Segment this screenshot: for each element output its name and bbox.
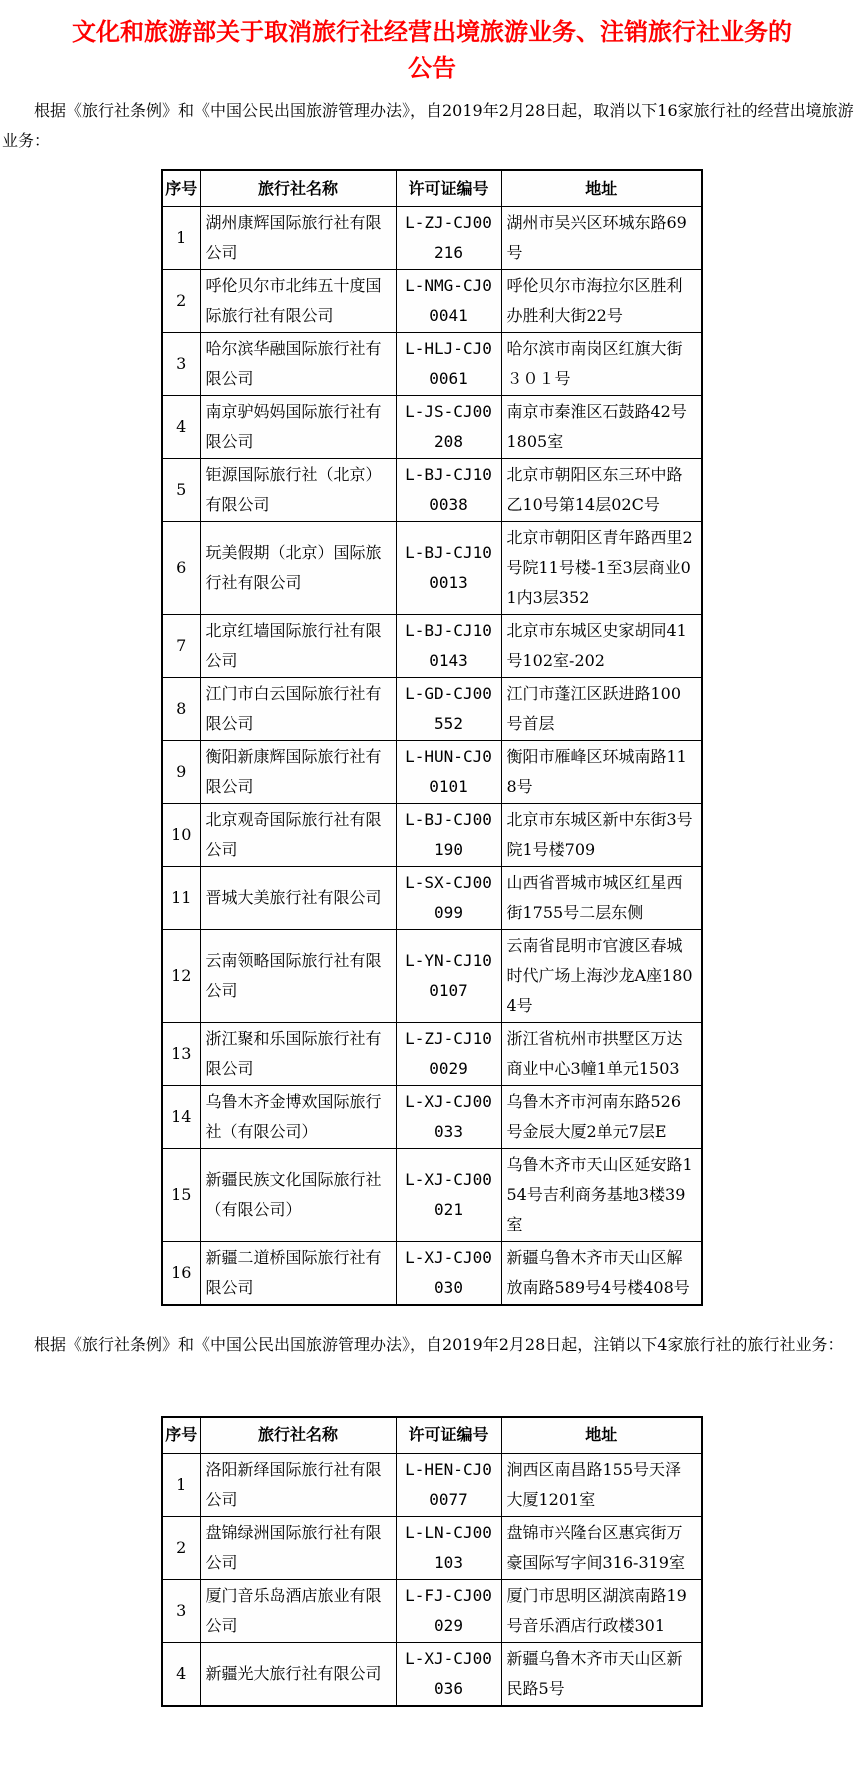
cell-address: 新疆乌鲁木齐市天山区新民路5号 xyxy=(501,1642,702,1706)
cell-agency-name: 新疆民族文化国际旅行社（有限公司） xyxy=(200,1149,396,1242)
column-header: 序号 xyxy=(162,1417,200,1454)
table-row xyxy=(162,522,702,615)
table-row xyxy=(162,1516,702,1579)
table-row xyxy=(162,867,702,930)
cell-agency-name: 新疆光大旅行社有限公司 xyxy=(200,1642,396,1706)
table-row xyxy=(162,615,702,678)
cell-license-no: L-FJ-CJ00029 xyxy=(396,1579,501,1642)
cell-index: 3 xyxy=(162,1579,200,1642)
column-header: 许可证编号 xyxy=(396,1417,501,1454)
cancel-table-header xyxy=(162,170,702,207)
cell-agency-name: 晋城大美旅行社有限公司 xyxy=(200,867,396,930)
cell-agency-name: 江门市白云国际旅行社有限公司 xyxy=(200,678,396,741)
cell-index: 7 xyxy=(162,615,200,678)
column-header: 许可证编号 xyxy=(396,170,501,207)
cell-address: 涧西区南昌路155号天泽大厦1201室 xyxy=(501,1453,702,1516)
cell-address: 江门市蓬江区跃进路100号首层 xyxy=(501,678,702,741)
cell-index: 5 xyxy=(162,459,200,522)
cell-address: 湖州市吴兴区环城东路69号 xyxy=(501,207,702,270)
cell-address: 北京市东城区新中东街3号院1号楼709 xyxy=(501,804,702,867)
cell-agency-name: 玩美假期（北京）国际旅行社有限公司 xyxy=(200,522,396,615)
cell-index: 11 xyxy=(162,867,200,930)
column-header: 序号 xyxy=(162,170,200,207)
cell-address: 乌鲁木齐市天山区延安路154号吉利商务基地3楼39室 xyxy=(501,1149,702,1242)
cell-license-no: L-XJ-CJ00030 xyxy=(396,1242,501,1306)
table-row xyxy=(162,1642,702,1706)
cell-agency-name: 盘锦绿洲国际旅行社有限公司 xyxy=(200,1516,396,1579)
cancel-table-body xyxy=(162,207,702,1306)
cell-index: 1 xyxy=(162,1453,200,1516)
cell-agency-name: 北京观奇国际旅行社有限公司 xyxy=(200,804,396,867)
cell-license-no: L-BJ-CJ00190 xyxy=(396,804,501,867)
cell-license-no: L-HEN-CJ00077 xyxy=(396,1453,501,1516)
cell-address: 山西省晋城市城区红星西街1755号二层东侧 xyxy=(501,867,702,930)
cell-index: 9 xyxy=(162,741,200,804)
cell-address: 衡阳市雁峰区环城南路118号 xyxy=(501,741,702,804)
cell-license-no: L-HLJ-CJ00061 xyxy=(396,333,501,396)
cell-index: 13 xyxy=(162,1023,200,1086)
cell-index: 8 xyxy=(162,678,200,741)
column-header: 地址 xyxy=(501,170,702,207)
cell-index: 1 xyxy=(162,207,200,270)
cell-index: 16 xyxy=(162,1242,200,1306)
cell-index: 3 xyxy=(162,333,200,396)
table-row xyxy=(162,1023,702,1086)
cell-license-no: L-YN-CJ100107 xyxy=(396,930,501,1023)
cell-address: 浙江省杭州市拱墅区万达商业中心3幢1单元1503 xyxy=(501,1023,702,1086)
cell-agency-name: 乌鲁木齐金博欢国际旅行社（有限公司） xyxy=(200,1086,396,1149)
table-row xyxy=(162,396,702,459)
column-header: 旅行社名称 xyxy=(200,170,396,207)
table-row xyxy=(162,333,702,396)
cell-agency-name: 厦门音乐岛酒店旅业有限公司 xyxy=(200,1579,396,1642)
cell-index: 4 xyxy=(162,396,200,459)
cell-address: 北京市朝阳区青年路西里2号院11号楼-1至3层商业01内3层352 xyxy=(501,522,702,615)
cell-index: 4 xyxy=(162,1642,200,1706)
table-row xyxy=(162,1453,702,1516)
header-row xyxy=(162,1417,702,1454)
cell-license-no: L-BJ-CJ100038 xyxy=(396,459,501,522)
cell-address: 新疆乌鲁木齐市天山区解放南路589号4号楼408号 xyxy=(501,1242,702,1306)
cell-license-no: L-ZJ-CJ100029 xyxy=(396,1023,501,1086)
cell-license-no: L-GD-CJ00552 xyxy=(396,678,501,741)
cell-agency-name: 新疆二道桥国际旅行社有限公司 xyxy=(200,1242,396,1306)
cell-agency-name: 北京红墙国际旅行社有限公司 xyxy=(200,615,396,678)
cell-address: 北京市东城区史家胡同41号102室-202 xyxy=(501,615,702,678)
cell-agency-name: 云南领略国际旅行社有限公司 xyxy=(200,930,396,1023)
deregister-table-header xyxy=(162,1417,702,1454)
table-row xyxy=(162,930,702,1023)
cell-license-no: L-NMG-CJ00041 xyxy=(396,270,501,333)
cell-index: 2 xyxy=(162,1516,200,1579)
table-row xyxy=(162,1579,702,1642)
deregister-table-body xyxy=(162,1453,702,1706)
cell-license-no: L-SX-CJ00099 xyxy=(396,867,501,930)
cell-index: 2 xyxy=(162,270,200,333)
cell-address: 盘锦市兴隆台区惠宾街万豪国际写字间316-319室 xyxy=(501,1516,702,1579)
page-title: 文化和旅游部关于取消旅行社经营出境旅游业务、注销旅行社业务的公告 xyxy=(72,18,792,82)
cell-license-no: L-HUN-CJ00101 xyxy=(396,741,501,804)
cell-agency-name: 洛阳新绎国际旅行社有限公司 xyxy=(200,1453,396,1516)
table-row xyxy=(162,678,702,741)
deregister-intro-paragraph: 根据《旅行社条例》和《中国公民出国旅游管理办法》，自2019年2月28日起，注销以下4家旅行社的旅行社业务： xyxy=(34,1335,844,1355)
cell-index: 6 xyxy=(162,522,200,615)
column-header: 地址 xyxy=(501,1417,702,1454)
cancel-table xyxy=(161,169,703,1306)
cell-license-no: L-JS-CJ00208 xyxy=(396,396,501,459)
cell-agency-name: 南京驴妈妈国际旅行社有限公司 xyxy=(200,396,396,459)
cell-index: 15 xyxy=(162,1149,200,1242)
table-row xyxy=(162,1242,702,1306)
cell-index: 10 xyxy=(162,804,200,867)
table-row xyxy=(162,270,702,333)
cell-agency-name: 哈尔滨华融国际旅行社有限公司 xyxy=(200,333,396,396)
table-row xyxy=(162,804,702,867)
table-row xyxy=(162,741,702,804)
cell-agency-name: 衡阳新康辉国际旅行社有限公司 xyxy=(200,741,396,804)
cell-agency-name: 湖州康辉国际旅行社有限公司 xyxy=(200,207,396,270)
cell-address: 哈尔滨市南岗区红旗大街３０１号 xyxy=(501,333,702,396)
cell-address: 呼伦贝尔市海拉尔区胜利办胜利大街22号 xyxy=(501,270,702,333)
cell-address: 乌鲁木齐市河南东路526号金辰大厦2单元7层E xyxy=(501,1086,702,1149)
cancel-intro-paragraph: 根据《旅行社条例》和《中国公民出国旅游管理办法》，自2019年2月28日起，取消以下16家旅行社的经营出境旅游业务： xyxy=(2,101,854,150)
table-row xyxy=(162,207,702,270)
cell-license-no: L-BJ-CJ100143 xyxy=(396,615,501,678)
cell-index: 12 xyxy=(162,930,200,1023)
cell-license-no: L-LN-CJ00103 xyxy=(396,1516,501,1579)
cell-license-no: L-XJ-CJ00021 xyxy=(396,1149,501,1242)
cell-agency-name: 呼伦贝尔市北纬五十度国际旅行社有限公司 xyxy=(200,270,396,333)
cell-agency-name: 浙江聚和乐国际旅行社有限公司 xyxy=(200,1023,396,1086)
cell-license-no: L-XJ-CJ00036 xyxy=(396,1642,501,1706)
table-row xyxy=(162,1086,702,1149)
cell-license-no: L-BJ-CJ100013 xyxy=(396,522,501,615)
cell-address: 云南省昆明市官渡区春城时代广场上海沙龙A座1804号 xyxy=(501,930,702,1023)
cell-address: 北京市朝阳区东三环中路乙10号第14层02C号 xyxy=(501,459,702,522)
table-row xyxy=(162,1149,702,1242)
cell-index: 14 xyxy=(162,1086,200,1149)
cell-address: 厦门市思明区湖滨南路19号音乐酒店行政楼301 xyxy=(501,1579,702,1642)
cell-license-no: L-ZJ-CJ00216 xyxy=(396,207,501,270)
column-header: 旅行社名称 xyxy=(200,1417,396,1454)
cell-license-no: L-XJ-CJ00033 xyxy=(396,1086,501,1149)
header-row xyxy=(162,170,702,207)
table-row xyxy=(162,459,702,522)
cell-agency-name: 钜源国际旅行社（北京）有限公司 xyxy=(200,459,396,522)
cell-address: 南京市秦淮区石鼓路42号1805室 xyxy=(501,396,702,459)
deregister-table xyxy=(161,1416,703,1707)
